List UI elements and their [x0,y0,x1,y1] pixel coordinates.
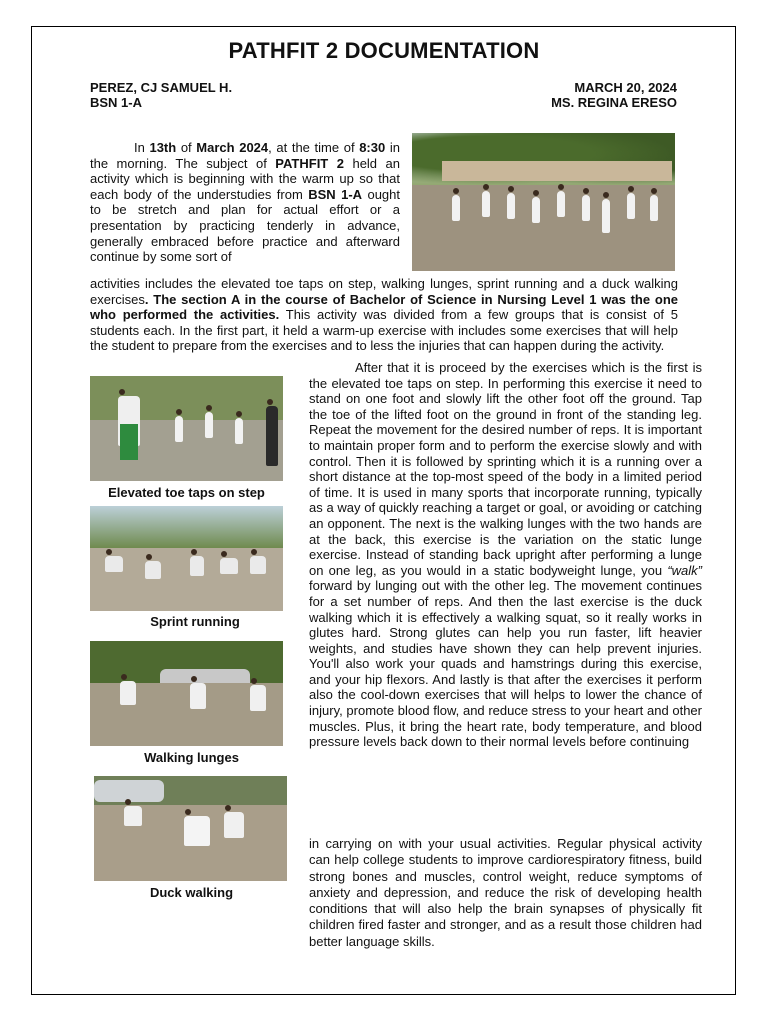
date-info [551,80,677,110]
benefits-paragraph: in carrying on with your usual activities. Regular physical activity can help college students to improve cardiorespiratory fitness, build strong bones and muscles, control weight, reduce symptoms of anxiety and depression, and reduce the risk of developing health conditions that will also help the brain synapses of physically fit children fired faster and stronger, and as a result those children had better language skills. [309,836,702,949]
student-info [90,80,232,110]
caption-duck-walk: Duck walking [149,885,234,900]
duck-walk-photo [94,776,287,881]
page-title: PATHFIT 2 DOCUMENTATION [228,38,540,63]
document-date: MARCH 20, 2024 [574,80,677,95]
student-name: PEREZ, CJ SAMUEL H. [90,80,233,95]
caption-lunges: Walking lunges [144,750,239,765]
toe-taps-photo [90,376,283,481]
intro-paragraph: In 13th of March 2024, at the time of 8:30 in the morning. The subject of PATHFIT 2 held an activity which is beginning with the warm up so that each body of the understudies from BSN 1-A ought to be stretch and plan for actual effort or a presentation by practicing tenderly in advance, generally embraced before practice and afterward continue by some sort of [90,140,400,265]
sprint-photo [90,506,283,611]
exercises-paragraph: After that it is proceed by the exercises which is the first is the elevated toe taps on step. In performing this exercise it need to stand on one foot and slowly lift the other foot off the ground. Tap the toe of the lifted foot on the ground in front of the standing leg. Repeat the movement for the desired number of reps. It is important to maintain proper form and to perform the exercise slowly and with control. Then it is followed by sprinting which it is a running over a short distance at the top-most speed of the body in a limited period of time. It is used in many sports that incorporate running, typically as a way of quickly reaching a target or goal, or avoiding or catching an opponent. The next is the walking lunges with the two hands are at the back, this exercise is the variation on the static lunge exercise. Instead of standing back upright after performing a lunge on one leg, as you would in a static bodyweight lunge, you “walk” forward by lunging out with the other leg. The movement continues for a set number of reps. And then the last exercise is the duck walking which it is effectively a walking squat, so it really works in glutes hard. Strong glutes can help you run faster, lift heavier weights, and studies have shown they can help prevent injuries. You'll also work your quads and hamstrings during this exercise, and your hip flexors. And lastly is that after the exercises it perform also the cool-down exercises that will helps to lower the chance of injury, promote blood flow, and reduce stress to your heart and other muscles. Plus, it bring the heart rate, body temperature, and blood pressure levels back down to their normal levels before continuing [309,360,702,750]
group-warmup-photo [412,133,675,271]
caption-toe-taps: Elevated toe taps on step [108,485,265,500]
instructor-name: MS. REGINA ERESO [551,95,677,110]
caption-sprint: Sprint running [150,614,240,629]
student-section: BSN 1-A [90,95,143,110]
lunges-photo [90,641,283,746]
intro-paragraph-continued: activities includes the elevated toe taps on step, walking lunges, sprint running and a duck walking exercises. The section A in the course of Bachelor of Science in Nursing Level 1 was the one who performed the activities. This activity was divided from a few groups that is consist of 5 students each. In the first part, it held a warm-up exercise with includes some exercises that will help the student to prepare from the exercises and to less the injuries that can happen during the activity. [90,276,678,354]
